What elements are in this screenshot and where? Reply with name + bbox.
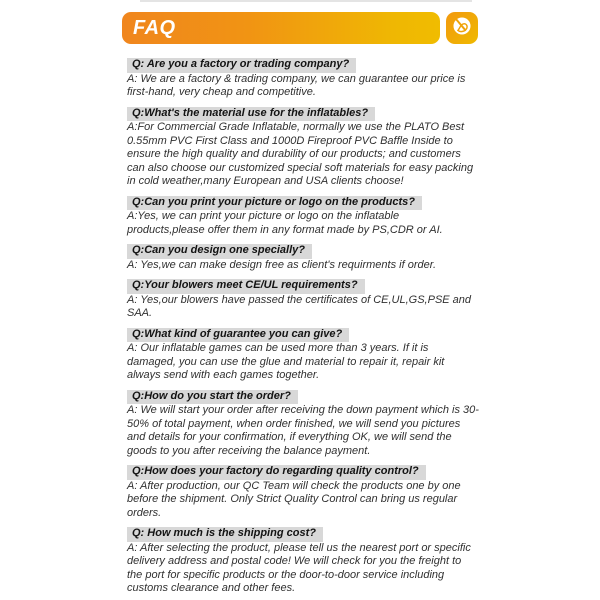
faq-item [127, 328, 479, 383]
faq-header-bar [122, 12, 440, 44]
faq-answer: A: After selecting the product, please tell us the nearest port or specific delivery address and postal code! We will check for you the freight to the port for specific products or the door-to-door service including customs clearance and other fees. [127, 541, 471, 594]
faq-item [127, 107, 479, 189]
faq-question: Q:Can you design one specially? [127, 244, 312, 259]
faq-question: Q:Can you print your picture or logo on the products? [127, 196, 422, 211]
faq-answer: A: Yes,our blowers have passed the certificates of CE,UL,GS,PSE and SAA. [127, 293, 472, 319]
faq-answer: A: After production, our QC Team will check the products one by one before the shipment. Only Strict Quality Control can bring us regular orders. [127, 479, 461, 519]
top-divider [140, 0, 472, 2]
faq-item [127, 244, 479, 272]
faq-question: Q: How much is the shipping cost? [127, 527, 323, 542]
faq-question: Q: Are you a factory or trading company? [127, 58, 356, 73]
faq-answer: A: We will start your order after receiving the down payment which is 30-50% of total payment, when order finished, we will send you pictures and details for your confirmation, if everything OK, we will send the goods to you after receiving the balance payment. [127, 404, 479, 457]
faq-item [127, 527, 479, 596]
faq-answer: A: We are a factory & trading company, we can guarantee our price is first-hand, very cheap and competitive. [127, 72, 466, 98]
faq-answer: A: Yes,we can make design free as client's requirments if order. [127, 258, 437, 271]
faq-question: Q:How does your factory do regarding quality control? [127, 465, 426, 480]
faq-item [127, 58, 479, 100]
faq-answer: A: Our inflatable games can be used more than 3 years. If it is damaged, you can use the glue and material to repair it, repair kit always send with each games together. [127, 342, 445, 381]
page-title: FAQ [133, 16, 176, 39]
faq-answer: A:For Commercial Grade Inflatable, normally we use the PLATO Best 0.55mm PVC First Class and 1000D Fireproof PVC Baffle Inside to ensure the high quality and durability of our products; and customers can also choose our customized special soft materials for easy packing in cold weather,many European and USA clients choose! [127, 121, 474, 187]
faq-question: Q:What's the material use for the inflatables? [127, 107, 375, 122]
faq-item [127, 196, 479, 238]
logo-balloon-icon [449, 13, 475, 44]
header-icon-box [446, 12, 478, 44]
faq-item [127, 279, 479, 321]
faq-list [127, 58, 479, 600]
faq-question: Q:Your blowers meet CE/UL requirements? [127, 279, 365, 294]
faq-question: Q:What kind of guarantee you can give? [127, 328, 349, 343]
faq-item [127, 465, 479, 520]
faq-answer: A:Yes, we can print your picture or logo on the inflatable products,please offer them in any format made by PS,CDR or AI. [127, 210, 443, 236]
faq-item [127, 390, 479, 459]
faq-header [122, 12, 478, 44]
faq-question: Q:How do you start the order? [127, 390, 298, 405]
